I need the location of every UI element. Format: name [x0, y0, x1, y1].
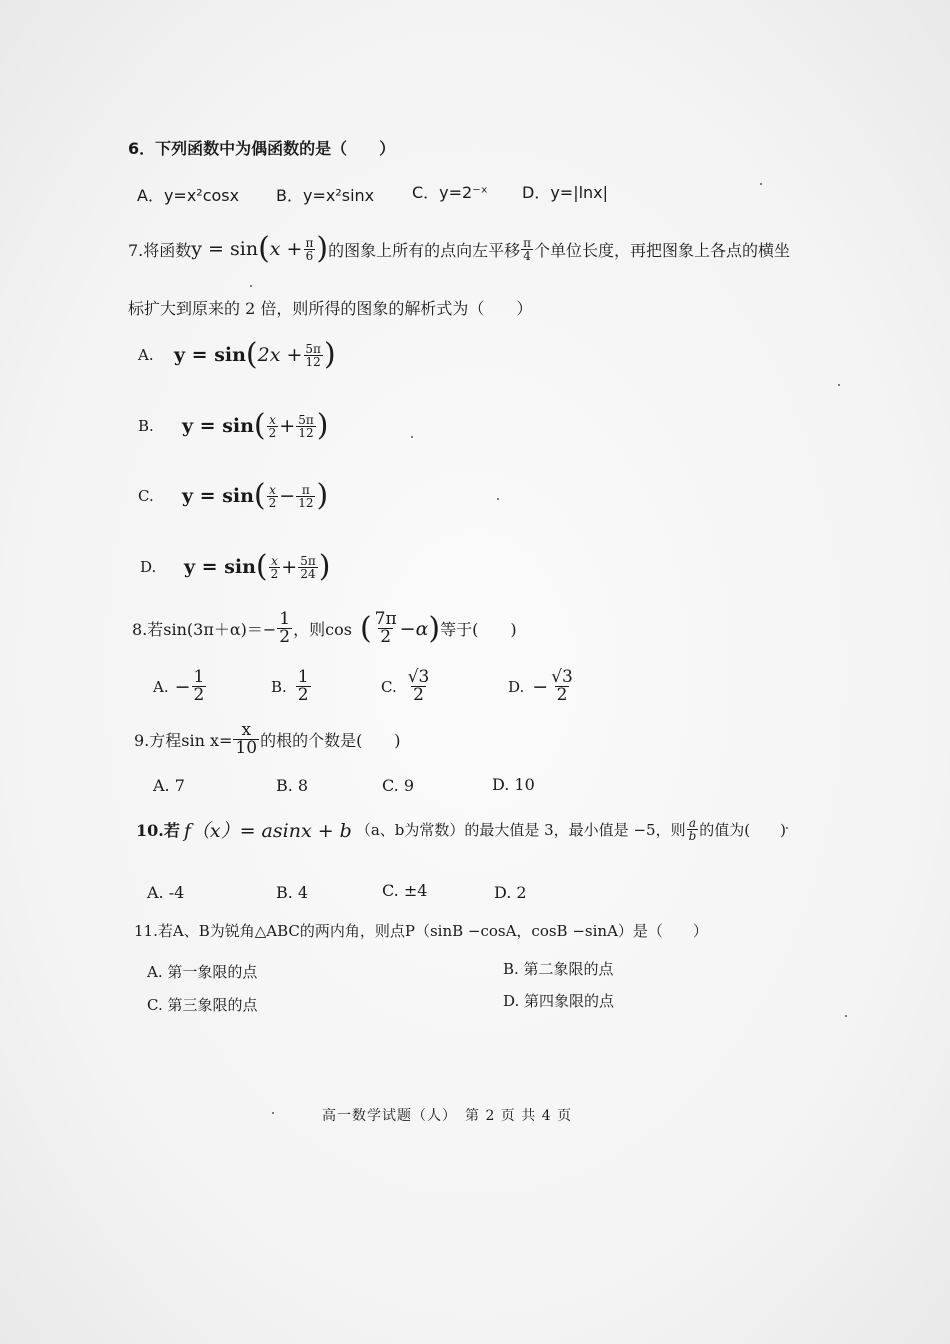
q7-move-num: π — [523, 235, 531, 250]
q8-value-den: 2 — [279, 627, 291, 647]
q9-fraction — [233, 722, 259, 757]
q8-option-b — [271, 669, 312, 704]
q7-option-c-fraction — [296, 484, 315, 509]
q8-option-a-letter: A. — [153, 677, 169, 696]
q7-option-c-paren-close: ) — [316, 478, 329, 513]
q7-option-b-x-num: x — [269, 412, 276, 427]
q8-option-c-den: 2 — [413, 685, 424, 705]
q10-option-d: D. 2 — [494, 883, 527, 902]
q7-option-d-x-den: 2 — [270, 566, 279, 581]
q8-option-c-fraction — [406, 669, 432, 704]
q7-option-d-x-fraction — [269, 555, 281, 580]
q8-option-b-num: 1 — [297, 667, 309, 687]
q10-option-b: B. 4 — [276, 883, 309, 902]
q7-shift-fraction — [303, 237, 315, 262]
q7-option-c-num: π — [301, 482, 310, 497]
q9-num: x — [241, 720, 252, 740]
q7-option-d-paren-close: ) — [318, 549, 331, 584]
q7-shift-den: 6 — [305, 248, 314, 263]
q7-option-b-lead: y = sin — [182, 415, 254, 437]
q7-option-b-paren-open: ( — [253, 408, 266, 443]
q9-option-b: B. 8 — [276, 776, 309, 795]
page-footer: 高一数学试题（人） 第 2 页 共 4 页 — [322, 1108, 573, 1124]
q7-paren-open: ( — [258, 231, 270, 266]
q7-option-a-lead: y = sin — [174, 344, 246, 366]
q8-cos-fraction — [373, 611, 399, 646]
scan-speck — [272, 1112, 274, 1114]
q8-option-c-num: √3 — [407, 667, 430, 687]
q11-option-b: B. 第二象限的点 — [503, 960, 614, 978]
q9-den: 10 — [235, 738, 258, 758]
q7-option-c-x-den: 2 — [268, 495, 277, 510]
q8-option-d — [508, 669, 576, 704]
q6-option-b: B．y=x²sinx — [276, 186, 375, 205]
scan-speck — [250, 285, 252, 287]
q8-option-a — [153, 669, 207, 704]
q8-option-b-letter: B. — [271, 677, 287, 696]
q9-stem — [134, 722, 401, 757]
q7-option-d-fraction — [298, 555, 318, 580]
q7-option-b-fraction — [296, 414, 316, 439]
q8-option-a-sign: − — [174, 675, 191, 698]
q7-option-a-num: 5π — [305, 341, 321, 356]
q10-stem — [136, 816, 786, 843]
q8-option-d-num: √3 — [551, 667, 573, 687]
q6-stem: 6．下列函数中为偶函数的是（ ） — [128, 139, 396, 158]
q9-suffix: 的根的个数是( ) — [260, 731, 401, 750]
q7-option-c-x-fraction — [267, 484, 279, 509]
q7-option-a-paren-open: ( — [245, 337, 258, 372]
q8-option-a-num: 1 — [193, 667, 205, 687]
q7-option-b-letter: B. — [138, 417, 154, 435]
q7-option-d-op: + — [281, 556, 298, 578]
q7-option-a-inner: 2x + — [257, 344, 303, 366]
q7-option-a-fraction — [303, 343, 323, 368]
q7-move-den: 4 — [523, 248, 531, 263]
q7-option-b-x-fraction — [267, 414, 279, 439]
q10-frac-num: a — [688, 816, 696, 830]
q10-mid: （a、b为常数）的最大值是 3，最小值是 −5，则 — [355, 821, 686, 839]
scan-speck — [760, 183, 762, 185]
q7-option-c-x-num: x — [269, 482, 276, 497]
q8-option-b-den: 2 — [297, 685, 309, 705]
q7-option-d-x-num: x — [271, 553, 278, 568]
q6-option-a: A．y=x²cosx — [137, 186, 240, 205]
scan-speck — [497, 498, 499, 500]
q8-stem — [132, 611, 517, 646]
q8-cos-rest: −α — [399, 617, 429, 640]
q7-option-a — [138, 337, 336, 372]
q8-option-a-den: 2 — [193, 685, 205, 705]
q7-move-fraction — [521, 237, 533, 262]
q7-option-a-letter: A. — [138, 346, 154, 364]
q8-mid: ，则cos — [293, 620, 352, 639]
q7-paren-close: ) — [316, 231, 329, 266]
q8-option-d-den: 2 — [556, 685, 568, 705]
q8-prefix: 8.若sin(3π＋α)＝− — [132, 620, 277, 639]
q10-option-c: C. ±4 — [382, 881, 428, 900]
q7-option-a-paren-close: ) — [323, 337, 336, 372]
q10-option-a: A. -4 — [147, 883, 185, 902]
q7-shift-num: π — [305, 235, 314, 250]
q7-option-c-letter: C. — [138, 487, 154, 505]
q8-option-d-letter: D. — [508, 677, 525, 696]
q7-option-a-den: 12 — [305, 354, 321, 369]
q7-suffix: 个单位长度，再把图象上各点的横坐 — [534, 240, 791, 260]
q8-paren-open: ( — [359, 610, 372, 646]
q11-option-a: A. 第一象限的点 — [147, 963, 258, 981]
q8-option-a-fraction — [192, 669, 207, 704]
q6-option-d: D．y=|lnx| — [522, 183, 609, 202]
q7-stem-line1 — [128, 231, 791, 266]
q8-option-c-letter: C. — [381, 677, 397, 696]
scan-speck — [838, 384, 840, 386]
q11-stem: 11.若A、B为锐角△ABC的两内角，则点P（sinB −cosA，cosB −sinA）是（ ） — [134, 922, 708, 940]
q8-value-fraction — [277, 611, 292, 646]
q8-suffix: 等于( ) — [440, 620, 517, 639]
q7-option-b-x-den: 2 — [268, 425, 277, 440]
q7-option-d-den: 24 — [300, 566, 316, 581]
q9-option-d: D. 10 — [492, 775, 535, 794]
q8-cos-den: 2 — [380, 627, 392, 647]
q7-option-c-paren-open: ( — [253, 478, 266, 513]
q7-option-d-num: 5π — [300, 553, 316, 568]
q11-option-c: C. 第三象限的点 — [147, 996, 258, 1014]
q7-option-c-op: − — [279, 485, 296, 507]
q7-option-d-paren-open: ( — [255, 549, 268, 584]
q7-option-b-num: 5π — [298, 412, 314, 427]
scan-speck — [411, 436, 413, 438]
q8-option-d-sign: − — [532, 675, 549, 698]
q7-func: y = sin — [191, 238, 259, 260]
q7-option-d — [140, 549, 331, 584]
q7-option-c — [138, 478, 329, 513]
q7-option-c-den: 12 — [298, 495, 314, 510]
q7-stem-line2: 标扩大到原来的 2 倍，则所得的图象的解析式为（ ） — [128, 299, 533, 318]
q11-option-d: D. 第四象限的点 — [503, 992, 615, 1010]
q7-inner: x + — [269, 238, 303, 260]
q6-option-c: C．y=2⁻ˣ — [412, 183, 488, 202]
q7-option-d-letter: D. — [140, 558, 157, 576]
q10-frac-den: b — [688, 829, 697, 843]
q10-suffix: 的值为( ) — [699, 821, 786, 839]
q7-option-c-lead: y = sin — [182, 485, 254, 507]
q7-option-b-op: + — [279, 415, 296, 437]
q8-option-c — [381, 669, 432, 704]
q9-prefix: 9.方程sin x= — [134, 731, 233, 750]
q9-option-a: A. 7 — [153, 776, 185, 795]
q8-cos-num: 7π — [374, 609, 397, 629]
q7-mid: 的图象上所有的点向左平移 — [328, 240, 521, 260]
q8-option-d-fraction — [549, 669, 575, 704]
q10-prefix: 10.若 — [136, 821, 180, 840]
q8-value-num: 1 — [279, 609, 291, 629]
scan-speck — [845, 1015, 847, 1017]
q9-option-c: C. 9 — [382, 776, 415, 795]
scan-speck — [786, 827, 788, 829]
q10-fraction — [687, 817, 699, 842]
q7-option-b — [138, 408, 329, 443]
q7-option-b-den: 12 — [298, 425, 314, 440]
q8-paren-close: ) — [428, 610, 441, 646]
q10-expr: f（x）= asinx + b — [183, 820, 352, 842]
q8-option-b-fraction — [296, 669, 311, 704]
q7-option-b-paren-close: ) — [316, 408, 329, 443]
q7-prefix: 7.将函数 — [128, 240, 192, 260]
q7-option-d-lead: y = sin — [184, 556, 256, 578]
